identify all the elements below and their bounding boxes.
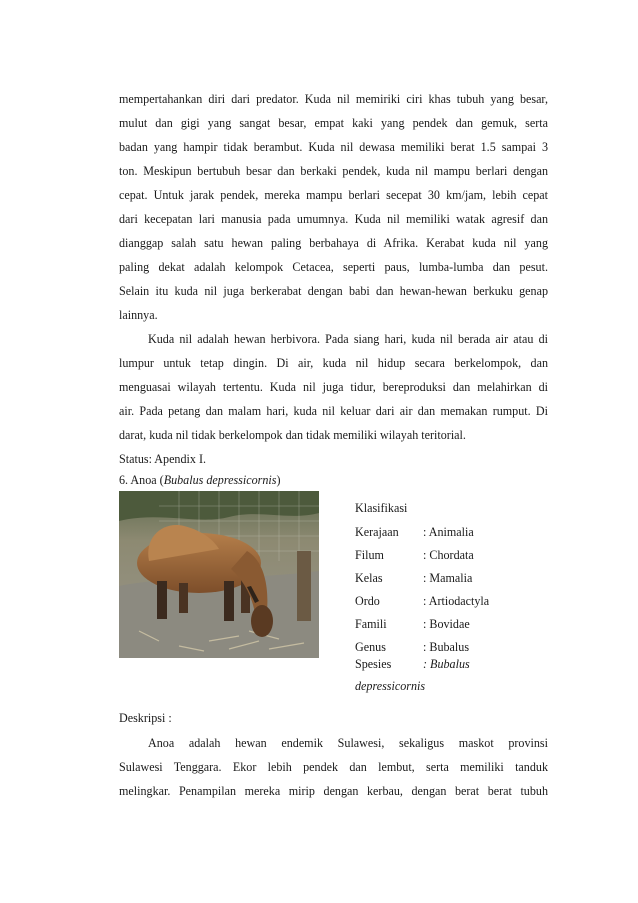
deskripsi-line: melingkar. Penampilan mereka mirip dengan kerbau, dengan berat berat tubuh [119,784,548,798]
deskripsi-label: Deskripsi : [119,711,172,725]
klasifikasi-value: : Mamalia [423,571,473,585]
klasifikasi-row [355,657,555,673]
klasifikasi-value: : Animalia [423,525,474,539]
section-heading-latin: Bubalus depressicornis [163,473,277,487]
klasifikasi-value: : Bubalus [423,657,470,671]
klasifikasi-value: : Bubalus [423,640,470,654]
klasifikasi-key: Genus [355,640,386,654]
klasifikasi-key: Famili [355,617,387,631]
klasifikasi-title: Klasifikasi [355,501,408,515]
klasifikasi-key: Kerajaan [355,525,399,539]
klasifikasi-key: Filum [355,548,384,562]
anoa-photo [119,491,319,658]
klasifikasi-row [355,617,555,633]
klasifikasi-row [355,640,555,656]
klasifikasi-value: : Chordata [423,548,474,562]
paragraph-line: air. Pada petang dan malam hari, kuda nil keluar dari air dan memakan rumput. Di [119,404,548,418]
klasifikasi-key: Kelas [355,571,383,585]
paragraph-line: badan yang hampir tidak berambut. Kuda nil dewasa memiliki berat 1.5 sampai 3 [119,140,548,154]
species-continuation: depressicornis [355,679,426,693]
paragraph-line: lumpur untuk tetap dingin. Di air, kuda nil hidup secara berkelompok, dan [119,356,548,370]
klasifikasi-row [355,594,555,610]
paragraph-line: lainnya. [119,308,158,322]
paragraph-line: menguasai wilayah tertentu. Kuda nil juga tidur, bereproduksi dan melahirkan di [119,380,548,394]
klasifikasi-value: : Artiodactyla [423,594,490,608]
paragraph-line: Kuda nil adalah hewan herbivora. Pada siang hari, kuda nil berada air atau di [148,332,548,346]
paragraph-line: mulut dan gigi yang sangat besar, empat kaki yang pendek dan gemuk, serta [119,116,548,130]
section-heading-close: ) [276,473,281,487]
paragraph-line: dari kecepatan lari manusia pada umumnya. Kuda nil memiliki watak agresif dan [119,212,548,226]
deskripsi-line: Anoa adalah hewan endemik Sulawesi, sekaligus maskot provinsi [148,736,548,750]
section-heading [119,473,280,488]
paragraph-line: ton. Meskipun bertubuh besar dan berkaki pendek, kuda nil mampu berlari dengan [119,164,548,178]
paragraph-line: darat, kuda nil tidak berkelompok dan tidak memiliki wilayah teritorial. [119,428,466,442]
status-line: Status: Apendix I. [119,452,207,466]
klasifikasi-value: : Bovidae [423,617,470,631]
deskripsi-line: Sulawesi Tenggara. Ekor lebih pendek dan lembut, serta memiliki tanduk [119,760,548,774]
klasifikasi-row [355,548,555,564]
klasifikasi-key: Ordo [355,594,380,608]
paragraph-line: cepat. Untuk jarak pendek, mereka mampu berlari secepat 30 km/jam, lebih cepat [119,188,548,202]
klasifikasi-key: Spesies [355,657,392,671]
section-heading-prefix: 6. Anoa ( [119,473,164,487]
paragraph-line: mempertahankan diri dari predator. Kuda nil memiriki ciri khas tubuh yang besar, [119,92,548,106]
klasifikasi-row [355,525,555,541]
paragraph-line: dianggap salah satu hewan paling berbahaya di Afrika. Kerabat kuda nil yang [119,236,548,250]
klasifikasi-row [355,571,555,587]
paragraph-line: Selain itu kuda nil juga berkerabat dengan babi dan hewan-hewan berkuku genap [119,284,548,298]
paragraph-line: paling dekat adalah kelompok Cetacea, seperti paus, lumba-lumba dan pesut. [119,260,548,274]
